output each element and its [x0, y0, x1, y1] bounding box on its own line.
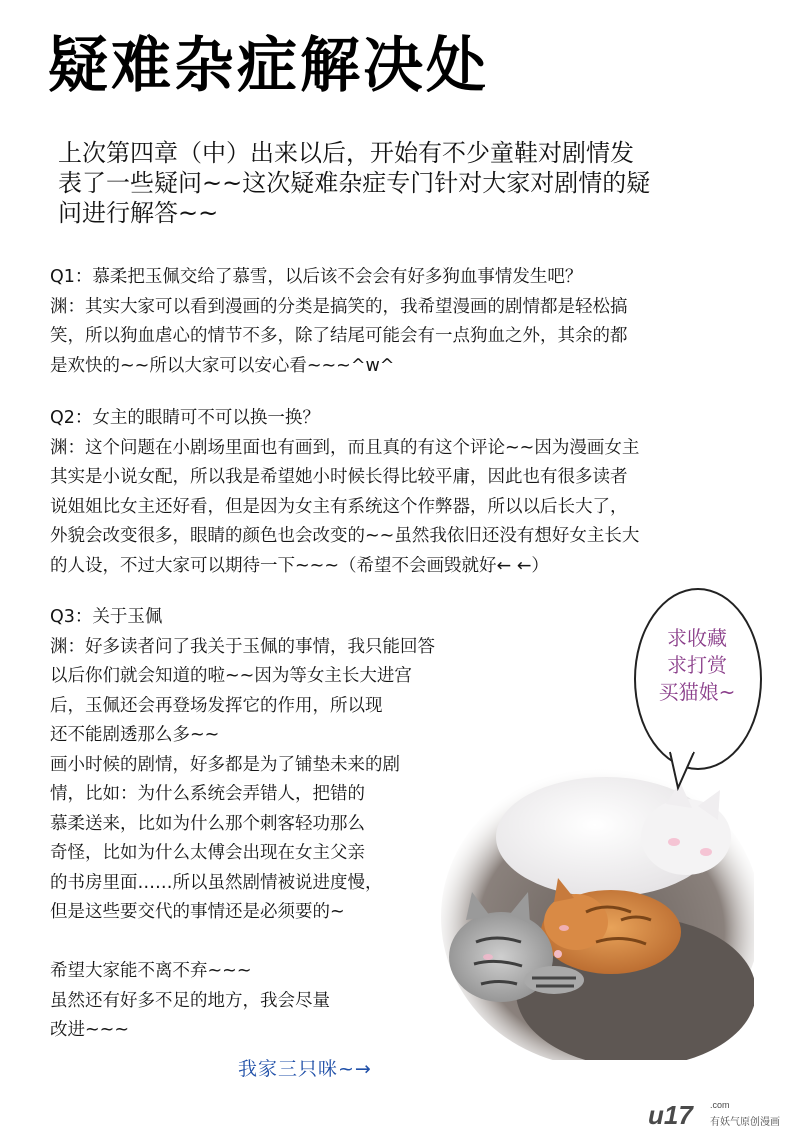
qa-block-q3: [50, 603, 435, 1046]
qa-block-q1: [50, 263, 628, 381]
cats-photo: [436, 742, 754, 1060]
logo-domain: .com: [710, 1100, 730, 1110]
answer-line: 渊：好多读者问了我关于玉佩的事情，我只能回答: [50, 636, 435, 657]
answer-line: 外貌会改变很多，眼睛的颜色也会改变的~~虽然我依旧还没有想好女主长大: [50, 526, 640, 546]
answer-line: 但是这些要交代的事情还是必须要的~: [50, 902, 345, 922]
answer-line: 笑，所以狗血虐心的情节不多，除了结尾可能会有一点狗血之外，其余的都: [50, 326, 628, 346]
answer-line: 渊：这个问题在小剧场里面也有画到，而且真的有这个评论~~因为漫画女主: [50, 437, 640, 458]
bubble-line: 求打赏: [667, 653, 727, 677]
u17-logo: [648, 1100, 798, 1130]
intro-line: 表了一些疑问~~这次疑难杂症专门针对大家对剧情的疑: [58, 169, 651, 197]
answer-line: 以后你们就会知道的啦~~因为等女主长大进宫: [50, 666, 412, 686]
answer-line: 其实是小说女配，所以我是希望她小时候长得比较平庸，因此也有很多读者: [50, 467, 628, 487]
page-title: 疑难杂症解决处: [48, 31, 489, 101]
answer-line: 渊：其实大家可以看到漫画的分类是搞笑的，我希望漫画的剧情都是轻松搞: [50, 296, 628, 317]
answer-line: 是欢快的~~所以大家可以安心看~~~^w^: [50, 355, 395, 376]
answer-line: 情，比如：为什么系统会弄错人，把错的: [50, 784, 365, 804]
intro-paragraph: [58, 138, 718, 228]
intro-line: 上次第四章（中）出来以后，开始有不少童鞋对剧情发: [58, 139, 634, 167]
answer-line: 的书房里面……所以虽然剧情被说进度慢，: [50, 872, 383, 893]
answer-line: 奇怪，比如为什么太傅会出现在女主父亲: [50, 843, 365, 863]
closing-line: 改进~~~: [50, 1020, 129, 1040]
question-line: Q1：慕柔把玉佩交给了慕雪，以后该不会会有好多狗血事情发生吧？: [50, 267, 583, 287]
answer-line: 画小时候的剧情，好多都是为了铺垫未来的剧: [50, 754, 400, 775]
photo-caption: 我家三只咪~→: [238, 1058, 372, 1080]
question-line: Q3：关于玉佩: [50, 607, 163, 627]
speech-bubble-text: [640, 625, 754, 706]
blank-line: [50, 928, 435, 958]
bubble-line: 求收藏: [667, 626, 727, 650]
answer-line: 的人设，不过大家可以期待一下~~~（希望不会画毁就好← ←）: [50, 555, 549, 576]
qa-block-q2: [50, 404, 639, 581]
answer-line: 说姐姐比女主还好看，但是因为女主有系统这个作弊器，所以以后长大了，: [50, 496, 628, 517]
question-line: Q2：女主的眼睛可不可以换一换？: [50, 408, 320, 428]
logo-mark: u17: [648, 1100, 693, 1130]
intro-line: 问进行解答~~: [58, 199, 219, 227]
answer-line: 慕柔送来，比如为什么那个刺客轻功那么: [50, 813, 365, 834]
answer-line: 还不能剧透那么多~~: [50, 725, 220, 745]
closing-line: 希望大家能不离不弃~~~: [50, 961, 252, 981]
bubble-line: 买猫娘~: [658, 680, 736, 704]
logo-slogan: 有妖气原创漫画: [710, 1117, 780, 1128]
answer-line: 后，玉佩还会再登场发挥它的作用，所以现: [50, 695, 383, 716]
closing-line: 虽然还有好多不足的地方，我会尽量: [50, 990, 330, 1011]
speech-bubble-tail: [668, 752, 696, 792]
